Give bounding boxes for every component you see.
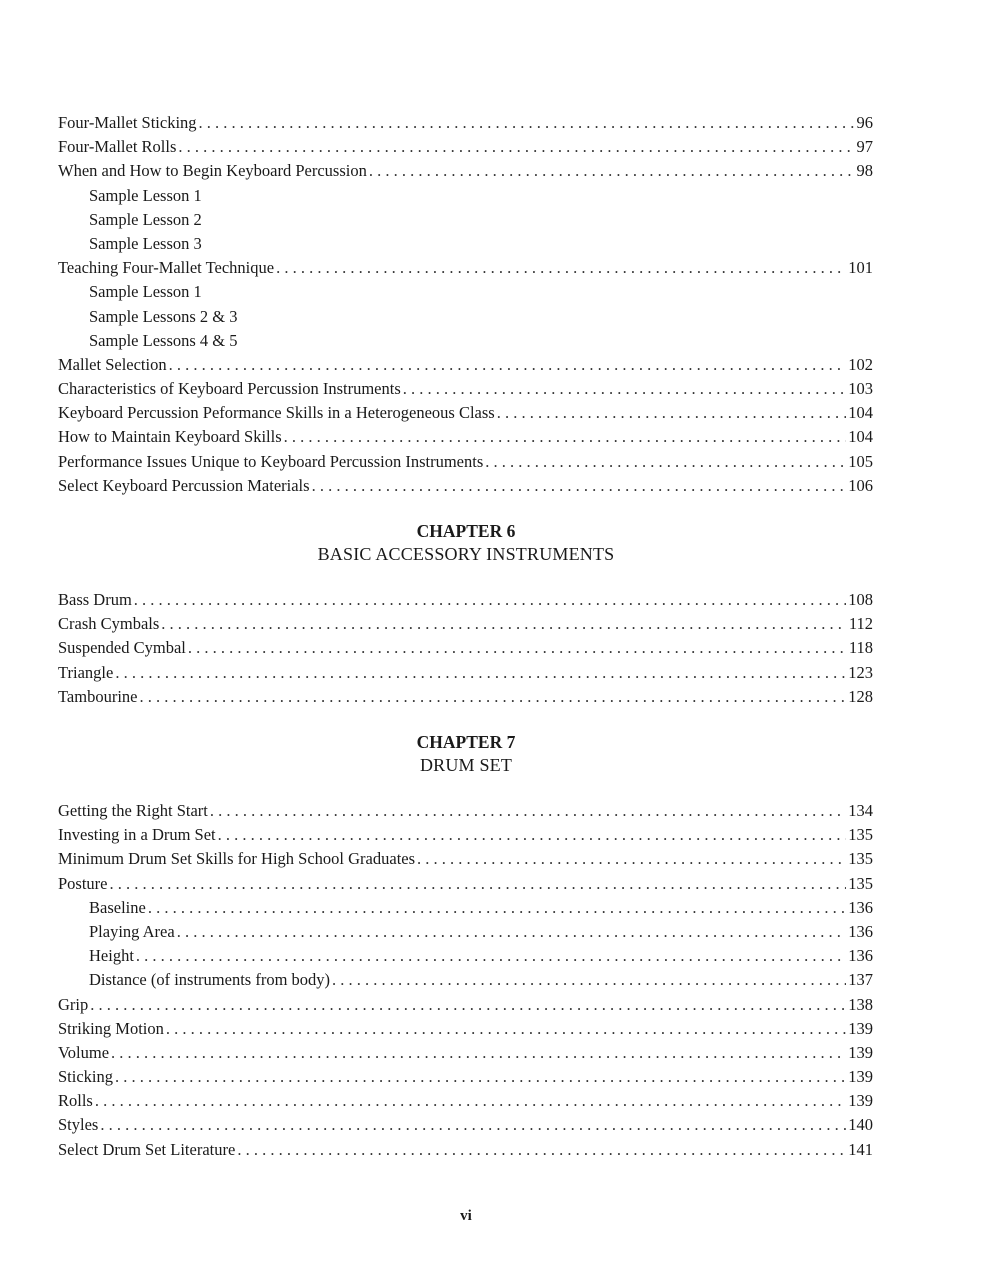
toc-entry <box>58 1017 873 1041</box>
dot-leader <box>199 111 855 135</box>
toc-entry-title: Sample Lesson 3 <box>89 233 202 253</box>
toc-section-chapter-6 <box>58 588 873 709</box>
dot-leader <box>417 847 846 871</box>
toc-entry <box>58 636 873 660</box>
toc-entry-page: 118 <box>848 638 873 658</box>
toc-entry-title: Rolls <box>58 1091 93 1111</box>
chapter-number: CHAPTER 7 <box>416 732 516 752</box>
toc-entry-page: 103 <box>848 379 873 399</box>
toc-entry-title: Bass Drum <box>58 590 132 609</box>
toc-entry <box>58 896 873 920</box>
toc-entry-title: Select Drum Set Literature <box>58 1139 236 1159</box>
toc-entry <box>58 799 873 823</box>
toc-entry <box>58 208 873 232</box>
toc-entry <box>58 353 873 377</box>
toc-entry-title: Sample Lessons 4 & 5 <box>89 330 238 350</box>
toc-entry-title: Investing in a Drum Set <box>58 825 216 845</box>
dot-leader <box>148 896 846 920</box>
chapter-6-heading <box>0 520 932 566</box>
dot-leader <box>136 944 846 968</box>
toc-entry-page: 137 <box>848 970 873 990</box>
dot-leader <box>276 256 846 280</box>
toc-entry <box>58 847 873 871</box>
toc-entry-title: Sample Lessons 2 & 3 <box>89 306 238 326</box>
toc-entry-title: Sample Lesson 2 <box>89 209 202 229</box>
dot-leader <box>284 425 847 449</box>
toc-entry <box>58 823 873 847</box>
dot-leader <box>497 401 847 425</box>
dot-leader <box>237 1138 846 1162</box>
toc-entry <box>58 968 873 992</box>
toc-entry-title: Sticking <box>58 1067 114 1087</box>
toc-entry-page: 106 <box>848 475 873 495</box>
toc-entry-page: 139 <box>848 1042 873 1062</box>
toc-entry <box>58 920 873 944</box>
toc-entry <box>58 1041 873 1065</box>
toc-entry-page: 104 <box>848 403 873 423</box>
dot-leader <box>177 920 847 944</box>
dot-leader <box>95 1089 846 1113</box>
dot-leader <box>178 135 854 159</box>
toc-entry <box>58 184 873 208</box>
toc-entry-page: 98 <box>856 161 873 181</box>
toc-entry-title: Performance Issues Unique to Keyboard Percussion Instruments <box>58 451 484 471</box>
toc-entry-page: 140 <box>848 1115 873 1135</box>
toc-entry-page: 104 <box>848 427 873 447</box>
toc-entry-page: 97 <box>856 137 873 157</box>
toc-entry <box>58 111 873 135</box>
toc-entry-page: 136 <box>848 946 873 966</box>
toc-entry-title: Select Keyboard Percussion Materials <box>58 475 310 495</box>
toc-entry <box>58 993 873 1017</box>
toc-entry <box>58 685 873 709</box>
toc-entry <box>58 159 873 183</box>
toc-entry-page: 108 <box>848 590 873 609</box>
dot-leader <box>90 993 846 1017</box>
toc-entry-page: 112 <box>848 614 873 634</box>
toc-entry-title: When and How to Begin Keyboard Percussion <box>58 161 367 181</box>
dot-leader <box>485 450 846 474</box>
toc-entry-title: Four-Mallet Sticking <box>58 113 197 132</box>
toc-entry-title: Getting the Right Start <box>58 801 208 820</box>
toc-entry-title: Teaching Four-Mallet Technique <box>58 258 275 278</box>
dot-leader <box>134 588 846 612</box>
toc-entry <box>58 135 873 159</box>
toc-entry <box>58 329 873 353</box>
toc-entry-page: 96 <box>856 113 873 132</box>
toc-entry-title: Baseline <box>89 897 146 917</box>
toc-entry <box>58 661 873 685</box>
toc-entry-title: Triangle <box>58 662 114 682</box>
toc-entry-page: 105 <box>848 451 873 471</box>
toc-entry-title: Height <box>89 946 134 966</box>
dot-leader <box>110 872 847 896</box>
toc-entry-page: 101 <box>848 258 873 278</box>
toc-entry-title: Characteristics of Keyboard Percussion Instruments <box>58 379 401 399</box>
toc-entry-title: Suspended Cymbal <box>58 638 186 658</box>
toc-entry <box>58 377 873 401</box>
toc-entry-page: 135 <box>848 873 873 893</box>
toc-entry <box>58 872 873 896</box>
toc-entry-page: 141 <box>848 1139 873 1159</box>
toc-entry <box>58 1113 873 1137</box>
toc-entry-title: Playing Area <box>89 921 175 941</box>
toc-entry <box>58 1089 873 1113</box>
toc-entry <box>58 280 873 304</box>
toc-entry-title: Distance (of instruments from body) <box>89 970 331 990</box>
dot-leader <box>210 799 846 823</box>
toc-entry <box>58 305 873 329</box>
dot-leader <box>403 377 847 401</box>
toc-entry <box>58 612 873 636</box>
toc-entry <box>58 401 873 425</box>
toc-entry-title: Mallet Selection <box>58 354 167 374</box>
toc-entry-title: How to Maintain Keyboard Skills <box>58 427 282 447</box>
toc-entry-title: Sample Lesson 1 <box>89 185 202 205</box>
dot-leader <box>100 1113 846 1137</box>
dot-leader <box>161 612 847 636</box>
toc-entry-page: 134 <box>848 801 873 820</box>
toc-entry <box>58 1138 873 1162</box>
toc-entry <box>58 474 873 498</box>
toc-entry <box>58 588 873 612</box>
dot-leader <box>169 353 847 377</box>
toc-entry <box>58 232 873 256</box>
toc-entry-page: 139 <box>848 1018 873 1038</box>
dot-leader <box>140 685 847 709</box>
toc-entry-page: 135 <box>848 825 873 845</box>
toc-entry-title: Volume <box>58 1042 110 1062</box>
chapter-title: BASIC ACCESSORY INSTRUMENTS <box>317 544 615 564</box>
dot-leader <box>166 1017 846 1041</box>
chapter-number: CHAPTER 6 <box>416 521 516 541</box>
dot-leader <box>115 661 846 685</box>
dot-leader <box>332 968 846 992</box>
toc-entry-page: 136 <box>848 897 873 917</box>
chapter-title: DRUM SET <box>419 755 513 775</box>
page-number: vi <box>460 1208 472 1224</box>
dot-leader <box>111 1041 846 1065</box>
dot-leader <box>218 823 847 847</box>
toc-entry-title: Four-Mallet Rolls <box>58 137 177 157</box>
toc-entry <box>58 425 873 449</box>
toc-entry-page: 139 <box>848 1091 873 1111</box>
toc-entry <box>58 1065 873 1089</box>
dot-leader <box>188 636 847 660</box>
toc-entry-page: 139 <box>848 1067 873 1087</box>
toc-entry-title: Styles <box>58 1115 99 1135</box>
toc-entry-title: Sample Lesson 1 <box>89 282 202 302</box>
toc-entry-page: 138 <box>848 994 873 1014</box>
dot-leader <box>369 159 855 183</box>
dot-leader <box>115 1065 846 1089</box>
chapter-7-heading <box>0 731 932 777</box>
toc-entry-page: 123 <box>848 662 873 682</box>
dot-leader <box>312 474 847 498</box>
toc-entry-title: Tambourine <box>58 686 138 706</box>
toc-entry-page: 128 <box>848 686 873 706</box>
toc-entry-title: Grip <box>58 994 89 1014</box>
toc-section-chapter-7 <box>58 799 873 1162</box>
toc-entry-title: Crash Cymbals <box>58 614 160 634</box>
toc-entry-title: Keyboard Percussion Peformance Skills in a Heterogeneous Class <box>58 403 495 423</box>
toc-entry-page: 102 <box>848 354 873 374</box>
toc-entry-title: Striking Motion <box>58 1018 164 1038</box>
toc-entry-page: 135 <box>848 849 873 869</box>
toc-entry-title: Minimum Drum Set Skills for High School Graduates <box>58 849 416 869</box>
toc-section-keyboard <box>58 111 873 498</box>
toc-entry-page: 136 <box>848 921 873 941</box>
toc-entry <box>58 944 873 968</box>
toc-entry-title: Posture <box>58 873 108 893</box>
toc-entry <box>58 450 873 474</box>
toc-entry <box>58 256 873 280</box>
